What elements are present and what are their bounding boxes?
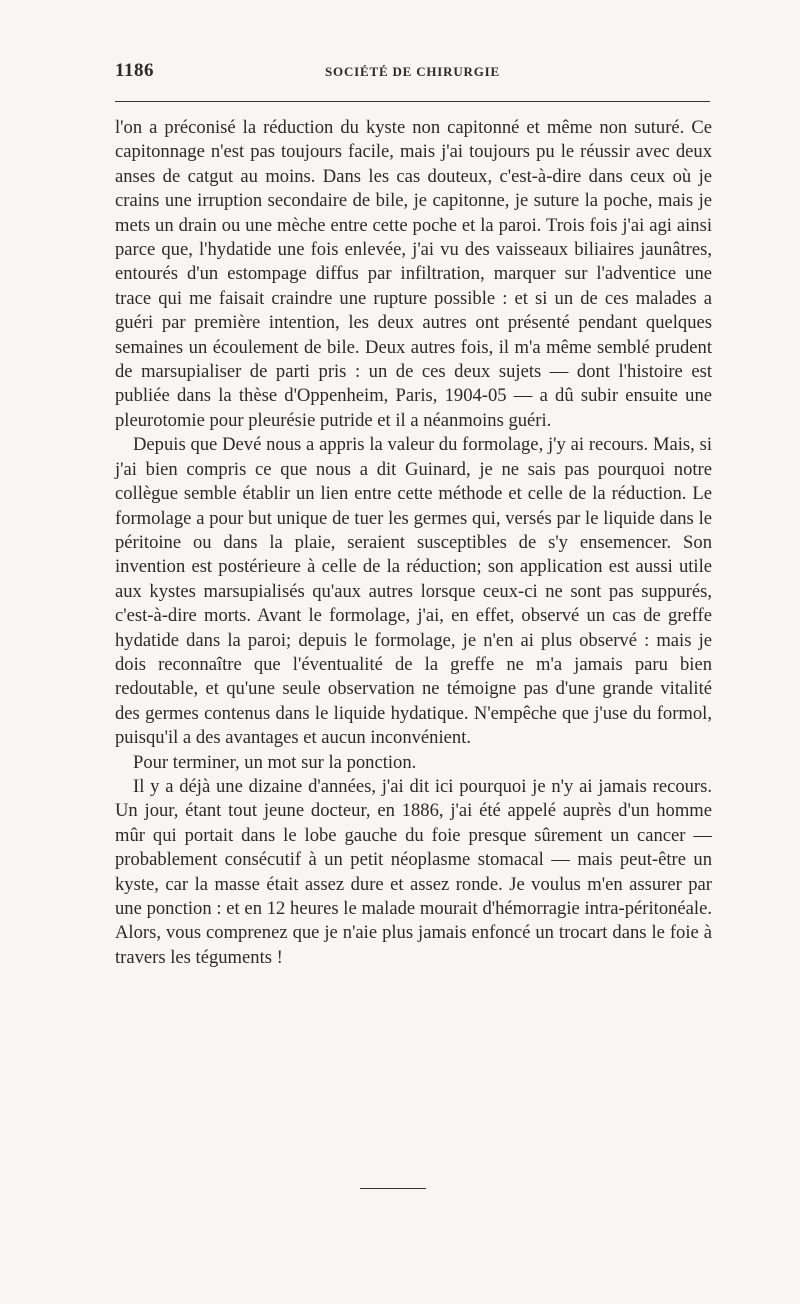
paragraph-formolage: Depuis que Devé nous a appris la valeur du formolage, j'y ai recours. Mais, si j'ai bien compris ce que nous a dit Guinard, je ne sais pas pourquoi notre collègue semble établir un lien entre cette méthode et celle de la réduction. Le formolage a pour but unique de tuer les germes qui, versés par le liquide dans le péritoine ou dans la plaie, seraient susceptibles de s'y ensemencer. Son invention est postérieure à celle de la réduction; son application est aussi utile aux kystes marsupialisés qu'aux autres lorsque ceux-ci ne sont pas suppurés, c'est-à-dire morts. Avant le formolage, j'ai, en effet, observé un cas de greffe hydatide dans la paroi; depuis le formolage, je n'en ai plus observé : mais je dois reconnaître que l'éventualité de la greffe ne m'a jamais paru bien redoutable, et qu'une seule observation ne témoigne pas d'une grande vitalité des germes contenus dans le liquide hydatique. N'empêche que j'use du formol, puisqu'il a des avantages et aucun inconvénient. — [115, 434, 712, 749]
body-text — [115, 116, 712, 970]
paragraph-continuation: l'on a préconisé la réduction du kyste non capitonné et même non suturé. Ce capitonnage n'est pas toujours facile, mais j'ai toujours pu le réussir avec deux anses de catgut au moins. Dans les cas douteux, c'est-à-dire dans ceux où je crains une irruption secondaire de bile, je capitonne, je suture la poche, mais je mets un drain ou une mèche entre cette poche et la paroi. Trois fois j'ai agi ainsi parce que, l'hydatide une fois enlevée, j'ai vu des vaisseaux biliaires jaunâtres, entourés d'un estompage diffus par infiltration, marquer sur l'adventice une trace qui me faisait craindre une rupture possible : et si un de ces malades a guéri par première intention, les deux autres ont présenté pendant quelques semaines un écoulement de bile. Deux autres fois, il m'a même semblé prudent de marsupialiser de parti pris : un de ces deux sujets — dont l'histoire est publiée dans la thèse d'Oppenheim, Paris, 1904-05 — a dû subir ensuite une pleurotomie pour pleurésie putride et il a néanmoins guéri. — [115, 117, 712, 431]
end-rule — [360, 1188, 426, 1189]
running-head: SOCIÉTÉ DE CHIRURGIE — [325, 64, 500, 79]
page-header — [115, 60, 710, 86]
page-number: 1186 — [115, 60, 154, 81]
paragraph-ponction-case: Il y a déjà une dizaine d'années, j'ai dit ici pourquoi je n'y ai jamais recours. Un jour, étant tout jeune docteur, en 1886, j'ai été appelé auprès d'un homme mûr qui portait dans le lobe gauche du foie presque sûrement un cancer — probablement consécutif à un petit néoplasme stomacal — mais peut-être un kyste, car la masse était assez dure et assez ronde. Je voulus m'en assurer par une ponction : et en 12 heures le malade mourait d'hémorragie intra-péritonéale. Alors, vous comprenez que je n'aie plus jamais enfoncé un trocart dans le foie à travers les téguments ! — [115, 775, 712, 968]
header-rule — [115, 101, 710, 102]
paragraph-ponction-intro: Pour terminer, un mot sur la ponction. — [133, 751, 417, 773]
